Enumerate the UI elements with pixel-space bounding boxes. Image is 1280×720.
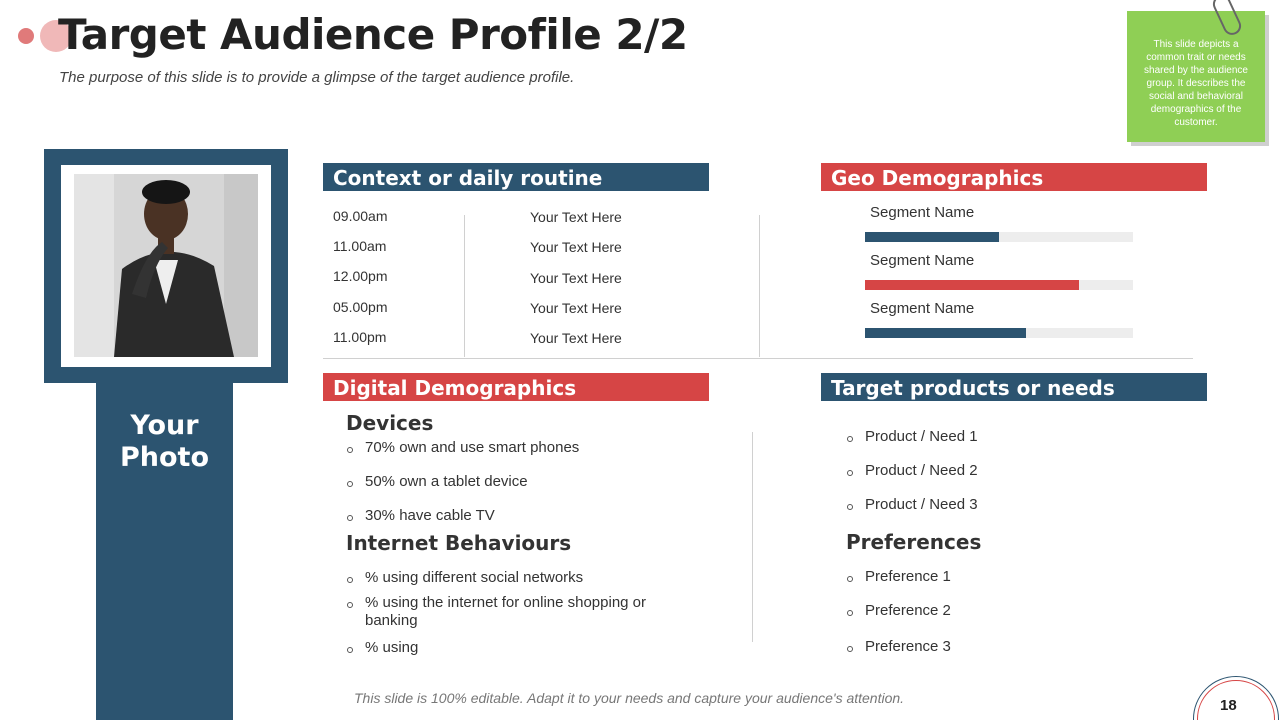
bullet-icon <box>847 576 853 582</box>
bullet-icon <box>847 646 853 652</box>
bullet-icon <box>847 436 853 442</box>
routine-time: 11.00am <box>333 238 387 254</box>
bullet-icon <box>347 481 353 487</box>
device-item: 50% own a tablet device <box>365 473 528 490</box>
internet-item: % using different social networks <box>365 569 584 586</box>
devices-heading: Devices <box>346 411 434 435</box>
geo-header: Geo Demographics <box>821 163 1207 191</box>
routine-header: Context or daily routine <box>323 163 709 191</box>
internet-heading: Internet Behaviours <box>346 531 572 555</box>
routine-time: 12.00pm <box>333 268 388 284</box>
bullet-icon <box>347 602 353 608</box>
column-divider <box>759 215 760 357</box>
photo-label-line2: Photo <box>119 442 209 473</box>
routine-divider <box>464 215 465 357</box>
routine-text: Your Text Here <box>530 270 622 286</box>
sticky-note: This slide depicts a common trait or needs shared by the audience group. It describes the social and behavioral demographics of the customer. <box>1127 11 1265 142</box>
routine-time: 09.00am <box>333 208 388 224</box>
segment-bar-fill <box>865 328 1026 338</box>
routine-text: Your Text Here <box>530 239 622 255</box>
footer-note: This slide is 100% editable. Adapt it to your needs and capture your audience's attention. <box>354 690 905 706</box>
segment-bar-fill <box>865 232 999 242</box>
product-item: Product / Need 3 <box>865 496 978 513</box>
segment-bar-fill <box>865 280 1079 290</box>
segment-label: Segment Name <box>870 252 975 269</box>
segment-bar-track <box>865 280 1133 290</box>
decorative-dot-small <box>18 28 34 44</box>
device-item: 30% have cable TV <box>365 507 495 524</box>
photo-placeholder-label <box>96 410 233 474</box>
products-header: Target products or needs <box>821 373 1207 401</box>
internet-item: % using <box>365 639 419 656</box>
routine-text: Your Text Here <box>530 300 622 316</box>
photo-label-line1: Your <box>130 410 199 441</box>
preference-item: Preference 1 <box>865 568 951 585</box>
row-divider <box>323 358 1193 359</box>
bullet-icon <box>347 447 353 453</box>
bullet-icon <box>347 515 353 521</box>
profile-photo <box>74 174 258 357</box>
segment-label: Segment Name <box>870 300 975 317</box>
product-item: Product / Need 2 <box>865 462 978 479</box>
segment-label: Segment Name <box>870 204 975 221</box>
product-item: Product / Need 1 <box>865 428 978 445</box>
bullet-icon <box>847 504 853 510</box>
bullet-icon <box>347 577 353 583</box>
device-item: 70% own and use smart phones <box>365 439 580 456</box>
page-number: 18 <box>1220 697 1237 714</box>
preferences-heading: Preferences <box>846 530 982 554</box>
segment-bar-track <box>865 328 1133 338</box>
preference-item: Preference 3 <box>865 638 951 655</box>
preference-item: Preference 2 <box>865 602 951 619</box>
bullet-icon <box>847 470 853 476</box>
page-subtitle: The purpose of this slide is to provide a glimpse of the target audience profile. <box>59 69 575 86</box>
routine-text: Your Text Here <box>530 330 622 346</box>
digital-header: Digital Demographics <box>323 373 709 401</box>
column-divider-lower <box>752 432 753 642</box>
routine-time: 05.00pm <box>333 299 388 315</box>
bullet-icon <box>347 647 353 653</box>
segment-bar-track <box>865 232 1133 242</box>
bullet-icon <box>847 610 853 616</box>
internet-item: % using the internet for online shopping or banking <box>365 594 647 629</box>
routine-text: Your Text Here <box>530 209 622 225</box>
routine-time: 11.00pm <box>333 329 387 345</box>
page-title: Target Audience Profile 2/2 <box>58 10 688 59</box>
